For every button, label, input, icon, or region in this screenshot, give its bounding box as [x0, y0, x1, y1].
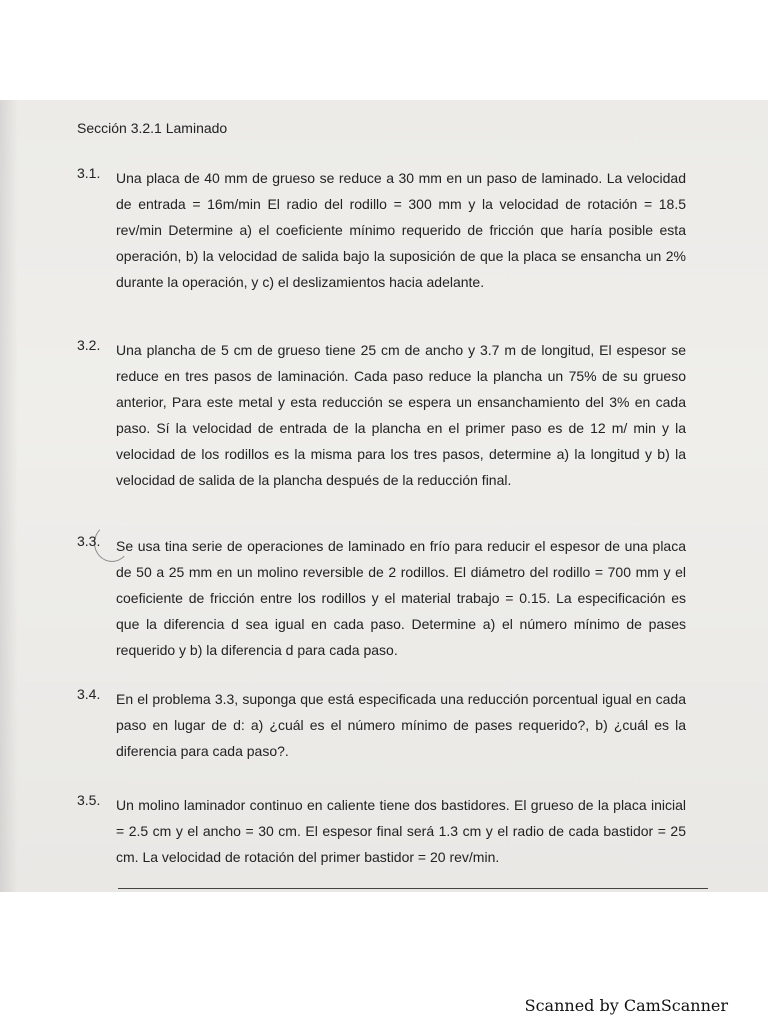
problem-number: 3.4. [77, 686, 101, 702]
problem-text: Un molino laminador continuo en caliente tiene dos bastidores. El grueso de la placa inicial = 2.5 cm y el ancho = 30 cm. El espesor final será 1.3 cm y el radio de cada bastidor = 25 cm. La velocidad de rotación del primer bastidor = 20 rev/min. [116, 797, 686, 865]
problem-text: Se usa tina serie de operaciones de laminado en frío para reducir el espesor de una placa de 50 a 25 mm en un molino reversible de 2 rodillos. El diámetro del rodillo = 700 mm y el coeficiente de fricción entre los rodillos y el material trabajo = 0.15. La especificación es que la diferencia d sea igual en cada paso. Determine a) el número mínimo de pases requerido y b) la diferencia d para cada paso. [116, 538, 686, 658]
problem-number: 3.1. [77, 165, 101, 181]
problem-text: Una placa de 40 mm de grueso se reduce a 30 mm en un paso de laminado. La velocidad de entrada = 16m/min El radio del rodillo = 300 mm y la velocidad de rotación = 18.5 rev/min Determine a) el coeficiente mínimo requerido de fricción que haría posible esta operación, b) la velocidad de salida bajo la suposición de que la placa se ensancha un 2% durante la operación, y c) el deslizamientos hacia adelante. [116, 170, 686, 290]
problem-number: 3.3. [77, 533, 101, 549]
problem-text: Una plancha de 5 cm de grueso tiene 25 cm de ancho y 3.7 m de longitud, El espesor se reduce en tres pasos de laminación. Cada paso reduce la plancha un 75% de su grueso anterior, Para este metal y esta reducción se espera un ensanchamiento del 3% en cada paso. Sí la velocidad de entrada de la plancha en el primer paso es de 12 m/ min y la velocidad de los rodillos es la misma para los tres pasos, determine a) la longitud y b) la velocidad de salida de la plancha después de la reducción final. [116, 342, 686, 488]
page-bottom-rule [118, 888, 708, 889]
section-title: Sección 3.2.1 Laminado [77, 120, 228, 136]
page-edge-shadow [0, 100, 18, 892]
scanner-watermark: Scanned by CamScanner [524, 996, 728, 1015]
problem-number: 3.2. [77, 337, 101, 353]
problem-text: En el problema 3.3, suponga que está especificada una reducción porcentual igual en cada paso en lugar de d: a) ¿cuál es el número mínimo de pases requerido?, b) ¿cuál es la diferencia para cada paso?. [116, 691, 686, 759]
problem-number: 3.5. [77, 792, 101, 808]
scanned-page [0, 100, 768, 892]
